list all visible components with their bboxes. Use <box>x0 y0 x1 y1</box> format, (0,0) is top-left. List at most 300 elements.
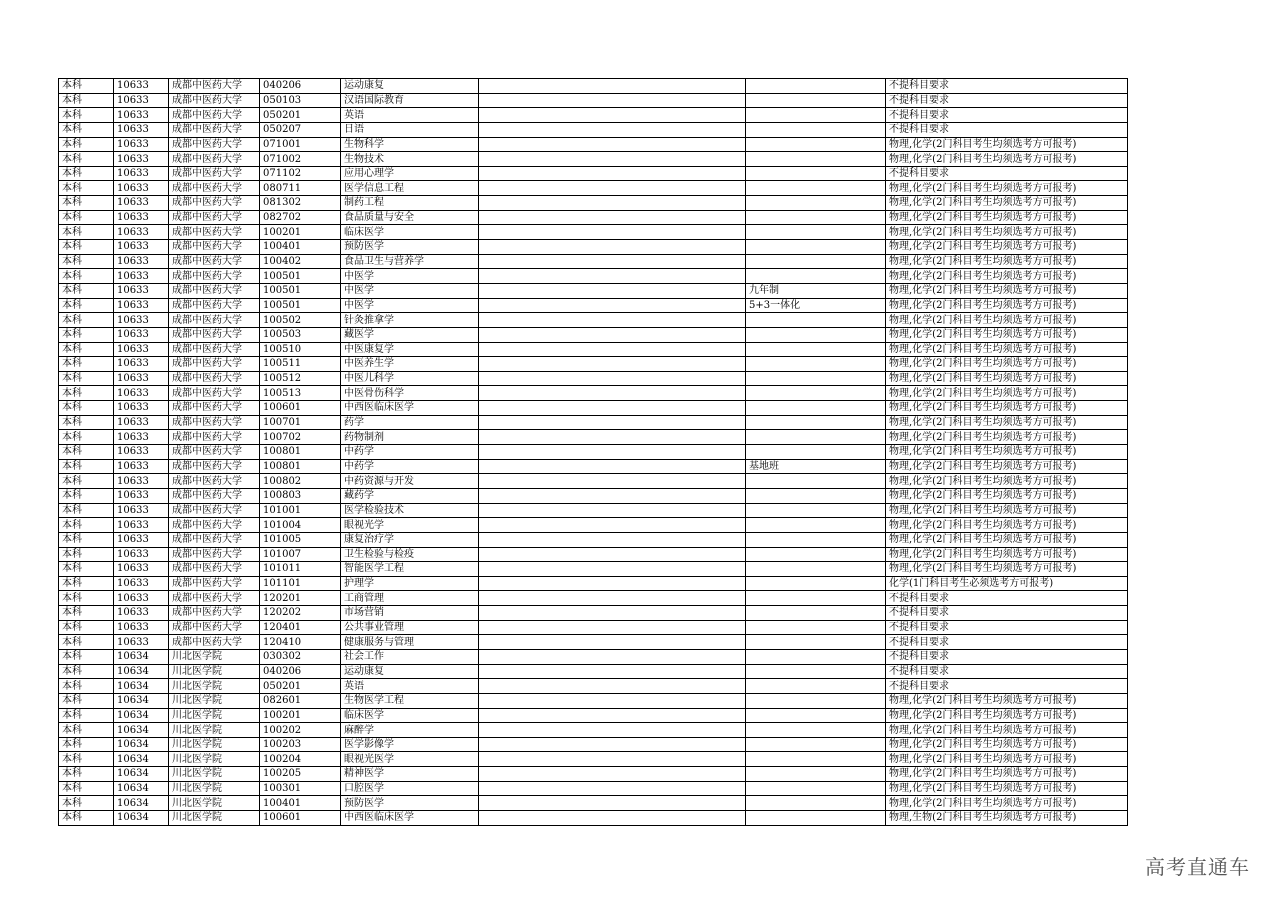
major-code-cell: 100502 <box>260 313 341 328</box>
table-row <box>59 254 1128 269</box>
table-row <box>59 811 1128 826</box>
major-code-cell: 100204 <box>260 752 341 767</box>
major-code-cell: 100803 <box>260 488 341 503</box>
subject-requirement-cell: 物理,化学(2门科目考生均须选考方可报考) <box>886 386 1128 401</box>
program-type-cell <box>746 415 886 430</box>
school-code-cell: 10634 <box>114 693 169 708</box>
note-cell <box>479 166 746 181</box>
note-cell <box>479 562 746 577</box>
program-type-cell <box>746 620 886 635</box>
subject-requirement-cell: 物理,化学(2门科目考生均须选考方可报考) <box>886 459 1128 474</box>
level-cell: 本科 <box>59 108 114 123</box>
subject-requirement-cell: 物理,化学(2门科目考生均须选考方可报考) <box>886 240 1128 255</box>
major-code-cell: 030302 <box>260 649 341 664</box>
subject-requirement-cell: 不提科目要求 <box>886 108 1128 123</box>
table-row <box>59 562 1128 577</box>
school-name-cell: 川北医学院 <box>169 781 260 796</box>
major-code-cell: 050201 <box>260 679 341 694</box>
program-type-cell <box>746 152 886 167</box>
school-code-cell: 10633 <box>114 152 169 167</box>
school-name-cell: 成都中医药大学 <box>169 225 260 240</box>
program-type-cell <box>746 576 886 591</box>
school-code-cell: 10633 <box>114 401 169 416</box>
school-code-cell: 10633 <box>114 79 169 94</box>
subject-requirement-cell: 物理,化学(2门科目考生均须选考方可报考) <box>886 225 1128 240</box>
school-code-cell: 10634 <box>114 664 169 679</box>
subject-requirement-cell: 物理,化学(2门科目考生均须选考方可报考) <box>886 254 1128 269</box>
note-cell <box>479 93 746 108</box>
school-name-cell: 成都中医药大学 <box>169 342 260 357</box>
school-name-cell: 成都中医药大学 <box>169 210 260 225</box>
level-cell: 本科 <box>59 415 114 430</box>
program-type-cell <box>746 811 886 826</box>
subject-requirement-cell: 化学(1门科目考生必须选考方可报考) <box>886 576 1128 591</box>
major-code-cell: 100701 <box>260 415 341 430</box>
major-code-cell: 071002 <box>260 152 341 167</box>
level-cell: 本科 <box>59 430 114 445</box>
school-code-cell: 10634 <box>114 737 169 752</box>
subject-requirement-cell: 物理,化学(2门科目考生均须选考方可报考) <box>886 152 1128 167</box>
major-code-cell: 100401 <box>260 796 341 811</box>
major-code-cell: 100401 <box>260 240 341 255</box>
note-cell <box>479 445 746 460</box>
major-name-cell: 运动康复 <box>341 664 479 679</box>
table-row <box>59 649 1128 664</box>
school-code-cell: 10633 <box>114 327 169 342</box>
major-name-cell: 食品质量与安全 <box>341 210 479 225</box>
table-row <box>59 430 1128 445</box>
subject-requirement-cell: 物理,化学(2门科目考生均须选考方可报考) <box>886 474 1128 489</box>
level-cell: 本科 <box>59 327 114 342</box>
program-type-cell <box>746 137 886 152</box>
program-type-cell <box>746 503 886 518</box>
table-row <box>59 693 1128 708</box>
school-code-cell: 10633 <box>114 254 169 269</box>
major-code-cell: 071001 <box>260 137 341 152</box>
major-name-cell: 生物科学 <box>341 137 479 152</box>
school-name-cell: 川北医学院 <box>169 737 260 752</box>
major-name-cell: 制药工程 <box>341 196 479 211</box>
school-name-cell: 成都中医药大学 <box>169 371 260 386</box>
school-code-cell: 10633 <box>114 196 169 211</box>
level-cell: 本科 <box>59 225 114 240</box>
major-name-cell: 中医骨伤科学 <box>341 386 479 401</box>
program-type-cell <box>746 240 886 255</box>
school-name-cell: 成都中医药大学 <box>169 166 260 181</box>
school-code-cell: 10633 <box>114 459 169 474</box>
major-name-cell: 中医学 <box>341 269 479 284</box>
school-code-cell: 10633 <box>114 620 169 635</box>
note-cell <box>479 225 746 240</box>
program-type-cell <box>746 430 886 445</box>
subject-requirement-cell: 物理,化学(2门科目考生均须选考方可报考) <box>886 430 1128 445</box>
table-row <box>59 357 1128 372</box>
level-cell: 本科 <box>59 737 114 752</box>
major-name-cell: 眼视光医学 <box>341 752 479 767</box>
subject-requirement-cell: 物理,化学(2门科目考生均须选考方可报考) <box>886 327 1128 342</box>
school-code-cell: 10634 <box>114 752 169 767</box>
table-row <box>59 518 1128 533</box>
major-name-cell: 运动康复 <box>341 79 479 94</box>
major-name-cell: 药物制剂 <box>341 430 479 445</box>
program-type-cell <box>746 196 886 211</box>
school-name-cell: 成都中医药大学 <box>169 518 260 533</box>
level-cell: 本科 <box>59 210 114 225</box>
program-type-cell <box>746 474 886 489</box>
school-name-cell: 川北医学院 <box>169 664 260 679</box>
major-name-cell: 临床医学 <box>341 708 479 723</box>
program-type-cell: 九年制 <box>746 283 886 298</box>
school-code-cell: 10633 <box>114 488 169 503</box>
major-code-cell: 100601 <box>260 401 341 416</box>
school-name-cell: 成都中医药大学 <box>169 576 260 591</box>
major-name-cell: 针灸推拿学 <box>341 313 479 328</box>
table-row <box>59 606 1128 621</box>
subject-requirement-cell: 物理,化学(2门科目考生均须选考方可报考) <box>886 415 1128 430</box>
major-name-cell: 中西医临床医学 <box>341 811 479 826</box>
school-code-cell: 10633 <box>114 576 169 591</box>
major-name-cell: 医学检验技术 <box>341 503 479 518</box>
major-name-cell: 预防医学 <box>341 240 479 255</box>
major-name-cell: 中医养生学 <box>341 357 479 372</box>
table-row <box>59 108 1128 123</box>
table-row <box>59 503 1128 518</box>
school-name-cell: 川北医学院 <box>169 649 260 664</box>
table-row <box>59 723 1128 738</box>
major-code-cell: 040206 <box>260 79 341 94</box>
school-name-cell: 川北医学院 <box>169 767 260 782</box>
level-cell: 本科 <box>59 445 114 460</box>
program-type-cell <box>746 122 886 137</box>
level-cell: 本科 <box>59 796 114 811</box>
major-name-cell: 汉语国际教育 <box>341 93 479 108</box>
school-code-cell: 10633 <box>114 122 169 137</box>
subject-requirement-cell: 不提科目要求 <box>886 93 1128 108</box>
subject-requirement-cell: 物理,化学(2门科目考生均须选考方可报考) <box>886 518 1128 533</box>
subject-requirement-cell: 物理,化学(2门科目考生均须选考方可报考) <box>886 313 1128 328</box>
table-row <box>59 401 1128 416</box>
school-code-cell: 10633 <box>114 342 169 357</box>
table-row <box>59 181 1128 196</box>
school-name-cell: 成都中医药大学 <box>169 532 260 547</box>
program-type-cell <box>746 327 886 342</box>
major-name-cell: 中药资源与开发 <box>341 474 479 489</box>
major-code-cell: 040206 <box>260 664 341 679</box>
school-name-cell: 成都中医药大学 <box>169 445 260 460</box>
program-type-cell <box>746 518 886 533</box>
note-cell <box>479 532 746 547</box>
major-code-cell: 071102 <box>260 166 341 181</box>
level-cell: 本科 <box>59 342 114 357</box>
program-type-cell <box>746 342 886 357</box>
level-cell: 本科 <box>59 591 114 606</box>
major-name-cell: 口腔医学 <box>341 781 479 796</box>
major-name-cell: 中西医临床医学 <box>341 401 479 416</box>
note-cell <box>479 430 746 445</box>
subject-requirement-cell: 不提科目要求 <box>886 591 1128 606</box>
level-cell: 本科 <box>59 620 114 635</box>
level-cell: 本科 <box>59 79 114 94</box>
major-name-cell: 临床医学 <box>341 225 479 240</box>
major-name-cell: 中医学 <box>341 283 479 298</box>
table-row <box>59 342 1128 357</box>
note-cell <box>479 488 746 503</box>
program-type-cell <box>746 752 886 767</box>
school-code-cell: 10633 <box>114 137 169 152</box>
watermark-text: 高考直通车 <box>1145 855 1250 879</box>
school-code-cell: 10633 <box>114 313 169 328</box>
table-row <box>59 767 1128 782</box>
note-cell <box>479 152 746 167</box>
school-name-cell: 成都中医药大学 <box>169 620 260 635</box>
note-cell <box>479 737 746 752</box>
school-code-cell: 10633 <box>114 518 169 533</box>
level-cell: 本科 <box>59 93 114 108</box>
program-type-cell <box>746 781 886 796</box>
program-type-cell <box>746 93 886 108</box>
level-cell: 本科 <box>59 254 114 269</box>
level-cell: 本科 <box>59 708 114 723</box>
note-cell <box>479 137 746 152</box>
school-name-cell: 成都中医药大学 <box>169 298 260 313</box>
school-name-cell: 成都中医药大学 <box>169 93 260 108</box>
major-name-cell: 生物医学工程 <box>341 693 479 708</box>
school-name-cell: 川北医学院 <box>169 752 260 767</box>
note-cell <box>479 649 746 664</box>
table-row <box>59 137 1128 152</box>
major-name-cell: 护理学 <box>341 576 479 591</box>
major-code-cell: 101101 <box>260 576 341 591</box>
major-name-cell: 眼视光学 <box>341 518 479 533</box>
school-code-cell: 10634 <box>114 767 169 782</box>
school-code-cell: 10633 <box>114 269 169 284</box>
table-row <box>59 796 1128 811</box>
program-type-cell <box>746 649 886 664</box>
note-cell <box>479 401 746 416</box>
major-code-cell: 101011 <box>260 562 341 577</box>
subject-requirement-cell: 物理,化学(2门科目考生均须选考方可报考) <box>886 708 1128 723</box>
level-cell: 本科 <box>59 122 114 137</box>
subject-requirement-cell: 物理,化学(2门科目考生均须选考方可报考) <box>886 210 1128 225</box>
note-cell <box>479 781 746 796</box>
note-cell <box>479 79 746 94</box>
school-code-cell: 10633 <box>114 430 169 445</box>
major-code-cell: 100601 <box>260 811 341 826</box>
table-row <box>59 122 1128 137</box>
note-cell <box>479 518 746 533</box>
note-cell <box>479 283 746 298</box>
major-code-cell: 050201 <box>260 108 341 123</box>
table-row <box>59 781 1128 796</box>
subject-requirement-cell: 不提科目要求 <box>886 635 1128 650</box>
school-code-cell: 10634 <box>114 811 169 826</box>
major-code-cell: 100501 <box>260 269 341 284</box>
school-name-cell: 成都中医药大学 <box>169 474 260 489</box>
school-code-cell: 10633 <box>114 210 169 225</box>
major-code-cell: 100203 <box>260 737 341 752</box>
note-cell <box>479 108 746 123</box>
table-row <box>59 532 1128 547</box>
level-cell: 本科 <box>59 166 114 181</box>
subject-requirement-cell: 物理,化学(2门科目考生均须选考方可报考) <box>886 181 1128 196</box>
level-cell: 本科 <box>59 313 114 328</box>
subject-requirement-cell: 不提科目要求 <box>886 620 1128 635</box>
table-row <box>59 298 1128 313</box>
table-row <box>59 576 1128 591</box>
note-cell <box>479 591 746 606</box>
program-type-cell <box>746 371 886 386</box>
major-code-cell: 100512 <box>260 371 341 386</box>
school-code-cell: 10633 <box>114 562 169 577</box>
subject-requirement-cell: 物理,化学(2门科目考生均须选考方可报考) <box>886 196 1128 211</box>
major-name-cell: 智能医学工程 <box>341 562 479 577</box>
subject-requirement-cell: 不提科目要求 <box>886 649 1128 664</box>
data-table <box>58 78 1128 826</box>
subject-requirement-cell: 物理,化学(2门科目考生均须选考方可报考) <box>886 532 1128 547</box>
subject-requirement-cell: 物理,化学(2门科目考生均须选考方可报考) <box>886 562 1128 577</box>
school-name-cell: 成都中医药大学 <box>169 415 260 430</box>
major-code-cell: 100503 <box>260 327 341 342</box>
program-type-cell <box>746 562 886 577</box>
major-code-cell: 120410 <box>260 635 341 650</box>
major-name-cell: 预防医学 <box>341 796 479 811</box>
major-code-cell: 082702 <box>260 210 341 225</box>
level-cell: 本科 <box>59 357 114 372</box>
major-code-cell: 050207 <box>260 122 341 137</box>
table-row <box>59 225 1128 240</box>
table-row <box>59 459 1128 474</box>
school-code-cell: 10633 <box>114 108 169 123</box>
subject-requirement-cell: 物理,化学(2门科目考生均须选考方可报考) <box>886 357 1128 372</box>
note-cell <box>479 459 746 474</box>
note-cell <box>479 606 746 621</box>
table-row <box>59 620 1128 635</box>
level-cell: 本科 <box>59 181 114 196</box>
program-type-cell <box>746 488 886 503</box>
major-code-cell: 100702 <box>260 430 341 445</box>
major-name-cell: 工商管理 <box>341 591 479 606</box>
school-code-cell: 10633 <box>114 415 169 430</box>
school-code-cell: 10633 <box>114 181 169 196</box>
note-cell <box>479 386 746 401</box>
level-cell: 本科 <box>59 386 114 401</box>
major-code-cell: 100501 <box>260 283 341 298</box>
major-name-cell: 英语 <box>341 679 479 694</box>
program-type-cell <box>746 79 886 94</box>
major-code-cell: 100801 <box>260 445 341 460</box>
major-name-cell: 药学 <box>341 415 479 430</box>
subject-requirement-cell: 不提科目要求 <box>886 606 1128 621</box>
major-name-cell: 中医康复学 <box>341 342 479 357</box>
note-cell <box>479 811 746 826</box>
school-code-cell: 10633 <box>114 532 169 547</box>
table-row <box>59 664 1128 679</box>
subject-requirement-cell: 物理,化学(2门科目考生均须选考方可报考) <box>886 737 1128 752</box>
school-code-cell: 10633 <box>114 93 169 108</box>
school-code-cell: 10634 <box>114 649 169 664</box>
note-cell <box>479 693 746 708</box>
subject-requirement-cell: 物理,化学(2门科目考生均须选考方可报考) <box>886 503 1128 518</box>
level-cell: 本科 <box>59 606 114 621</box>
major-name-cell: 中医儿科学 <box>341 371 479 386</box>
note-cell <box>479 547 746 562</box>
major-name-cell: 英语 <box>341 108 479 123</box>
level-cell: 本科 <box>59 240 114 255</box>
school-name-cell: 成都中医药大学 <box>169 313 260 328</box>
table-body <box>59 79 1128 826</box>
school-name-cell: 成都中医药大学 <box>169 181 260 196</box>
table-row <box>59 488 1128 503</box>
subject-requirement-cell: 物理,化学(2门科目考生均须选考方可报考) <box>886 767 1128 782</box>
subject-requirement-cell: 物理,生物(2门科目考生均须选考方可报考) <box>886 811 1128 826</box>
note-cell <box>479 327 746 342</box>
subject-requirement-cell: 物理,化学(2门科目考生均须选考方可报考) <box>886 401 1128 416</box>
school-code-cell: 10633 <box>114 357 169 372</box>
school-code-cell: 10633 <box>114 166 169 181</box>
note-cell <box>479 357 746 372</box>
school-name-cell: 成都中医药大学 <box>169 122 260 137</box>
program-type-cell <box>746 635 886 650</box>
school-name-cell: 成都中医药大学 <box>169 547 260 562</box>
subject-requirement-cell: 不提科目要求 <box>886 664 1128 679</box>
school-name-cell: 成都中医药大学 <box>169 503 260 518</box>
school-code-cell: 10633 <box>114 503 169 518</box>
level-cell: 本科 <box>59 576 114 591</box>
table-row <box>59 269 1128 284</box>
subject-requirement-cell: 物理,化学(2门科目考生均须选考方可报考) <box>886 269 1128 284</box>
school-name-cell: 成都中医药大学 <box>169 283 260 298</box>
level-cell: 本科 <box>59 767 114 782</box>
major-code-cell: 100510 <box>260 342 341 357</box>
program-type-cell <box>746 606 886 621</box>
program-type-cell <box>746 181 886 196</box>
major-name-cell: 中药学 <box>341 445 479 460</box>
program-type-cell <box>746 723 886 738</box>
school-name-cell: 成都中医药大学 <box>169 430 260 445</box>
major-name-cell: 日语 <box>341 122 479 137</box>
level-cell: 本科 <box>59 649 114 664</box>
major-code-cell: 080711 <box>260 181 341 196</box>
table-row <box>59 313 1128 328</box>
school-name-cell: 成都中医药大学 <box>169 137 260 152</box>
note-cell <box>479 679 746 694</box>
major-code-cell: 120401 <box>260 620 341 635</box>
school-name-cell: 川北医学院 <box>169 679 260 694</box>
school-name-cell: 成都中医药大学 <box>169 357 260 372</box>
program-type-cell <box>746 547 886 562</box>
level-cell: 本科 <box>59 137 114 152</box>
school-name-cell: 川北医学院 <box>169 708 260 723</box>
table-row <box>59 240 1128 255</box>
subject-requirement-cell: 物理,化学(2门科目考生均须选考方可报考) <box>886 445 1128 460</box>
major-name-cell: 麻醉学 <box>341 723 479 738</box>
major-code-cell: 120201 <box>260 591 341 606</box>
note-cell <box>479 122 746 137</box>
table-row <box>59 752 1128 767</box>
note-cell <box>479 240 746 255</box>
school-code-cell: 10633 <box>114 635 169 650</box>
table-row <box>59 196 1128 211</box>
subject-requirement-cell: 物理,化学(2门科目考生均须选考方可报考) <box>886 342 1128 357</box>
subject-requirement-cell: 物理,化学(2门科目考生均须选考方可报考) <box>886 796 1128 811</box>
level-cell: 本科 <box>59 532 114 547</box>
major-name-cell: 卫生检验与检疫 <box>341 547 479 562</box>
major-code-cell: 100802 <box>260 474 341 489</box>
major-code-cell: 101001 <box>260 503 341 518</box>
level-cell: 本科 <box>59 811 114 826</box>
subject-requirement-cell: 不提科目要求 <box>886 122 1128 137</box>
school-name-cell: 成都中医药大学 <box>169 606 260 621</box>
